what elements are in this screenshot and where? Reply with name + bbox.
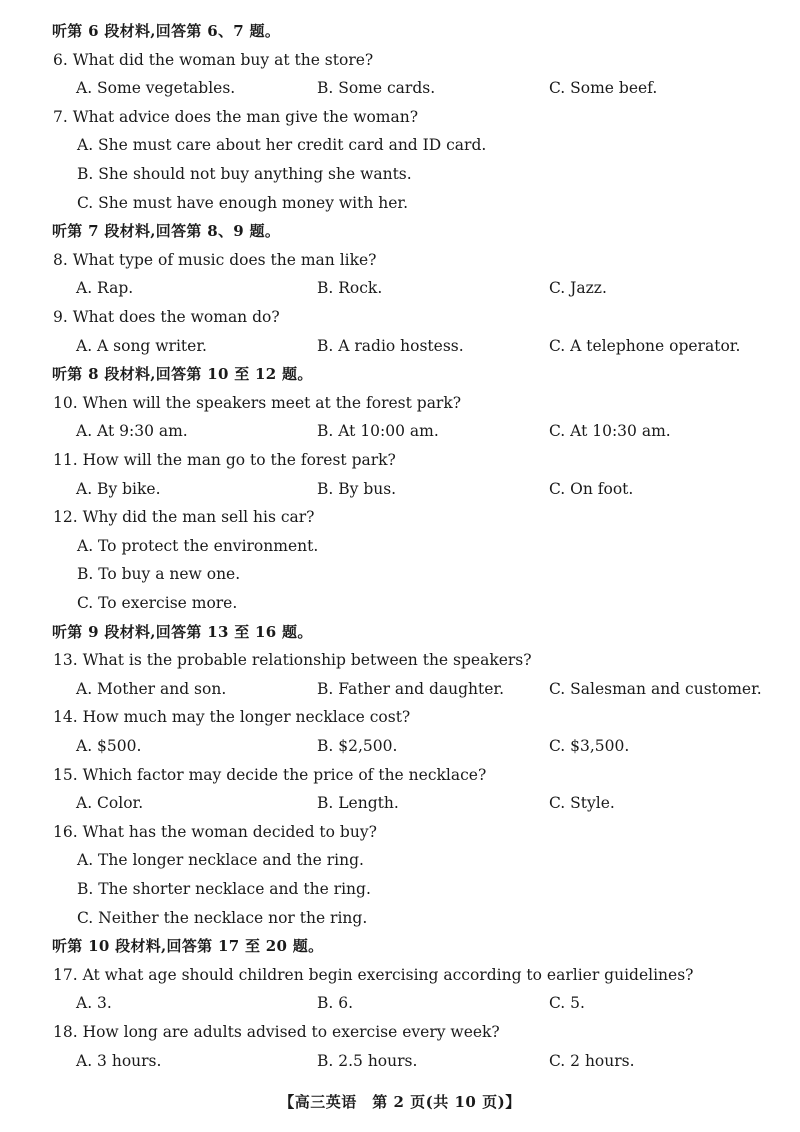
question-text: 14. How much may the longer necklace cost? [53,708,411,727]
option-line: C. She must have enough money with her. [77,193,409,212]
section-heading: 听第 7 段材料,回答第 8、9 题。 [52,222,281,241]
option-c: C. Some beef. [549,79,658,98]
option-a: A. Rap. [76,279,134,298]
option-b: B. Some cards. [317,79,436,98]
option-c: C. $3,500. [549,737,630,755]
options-row [0,275,800,301]
option-c: C. Salesman and customer. [549,679,762,698]
option-c: C. 5. [549,994,585,1013]
options-row [0,1048,800,1074]
option-a: A. By bike. [76,479,161,498]
section-heading: 听第 10 段材料,回答第 17 至 20 题。 [52,937,324,956]
question-text: 7. What advice does the man give the woman? [53,107,419,126]
option-a: A. Color. [76,794,144,813]
option-b: B. A radio hostess. [317,336,464,355]
question-text: 10. When will the speakers meet at the forest park? [53,393,462,412]
question-text: 8. What type of music does the man like? [53,250,377,269]
page-footer: 【高三英语 第 2 页(共 10 页)】 [279,1093,521,1111]
options-row [0,418,800,444]
question-text: 17. At what age should children begin exercising according to earlier guidelines? [53,965,694,984]
option-b: B. By bus. [317,479,397,498]
options-row [0,676,800,702]
option-line: A. To protect the environment. [77,536,319,555]
question-text: 12. Why did the man sell his car? [53,508,315,527]
option-b: B. Rock. [317,279,383,298]
options-row [0,990,800,1016]
option-a: A. Some vegetables. [76,79,236,98]
question-text: 18. How long are adults advised to exercise every week? [53,1023,500,1041]
section-heading: 听第 9 段材料,回答第 13 至 16 题。 [52,622,313,641]
question-text: 16. What has the woman decided to buy? [53,822,377,841]
option-line: A. The longer necklace and the ring. [77,851,364,870]
option-a: A. $500. [76,737,142,755]
options-row [0,75,800,101]
option-c: C. On foot. [549,479,634,498]
option-b: B. Father and daughter. [317,679,505,698]
options-row [0,333,800,359]
option-line: C. To exercise more. [77,594,238,612]
option-a: A. A song writer. [76,336,207,355]
option-b: B. Length. [317,794,399,813]
option-b: B. $2,500. [317,737,398,755]
option-b: B. At 10:00 am. [317,422,439,441]
options-row [0,476,800,502]
option-b: B. 2.5 hours. [317,1051,418,1070]
option-a: A. At 9:30 am. [76,422,188,441]
option-a: A. 3 hours. [76,1051,162,1070]
option-line: A. She must care about her credit card and ID card. [77,136,487,155]
option-c: C. 2 hours. [549,1051,635,1070]
options-row [0,733,800,759]
option-line: B. To buy a new one. [77,565,241,584]
option-c: C. Jazz. [549,279,607,298]
section-heading: 听第 8 段材料,回答第 10 至 12 题。 [52,365,313,384]
option-a: A. 3. [76,994,112,1013]
option-line: B. She should not buy anything she wants. [77,165,412,183]
option-c: C. A telephone operator. [549,336,741,355]
option-a: A. Mother and son. [76,679,227,698]
question-text: 9. What does the woman do? [53,308,280,326]
question-text: 15. Which factor may decide the price of the necklace? [53,765,487,784]
option-line: B. The shorter necklace and the ring. [77,880,371,898]
option-c: C. At 10:30 am. [549,422,671,441]
options-row [0,790,800,816]
question-text: 11. How will the man go to the forest park? [53,451,396,469]
section-heading: 听第 6 段材料,回答第 6、7 题。 [52,22,281,40]
option-line: C. Neither the necklace nor the ring. [77,908,368,927]
option-c: C. Style. [549,794,615,813]
question-text: 13. What is the probable relationship between the speakers? [53,651,532,670]
question-text: 6. What did the woman buy at the store? [53,50,374,69]
option-b: B. 6. [317,994,354,1013]
